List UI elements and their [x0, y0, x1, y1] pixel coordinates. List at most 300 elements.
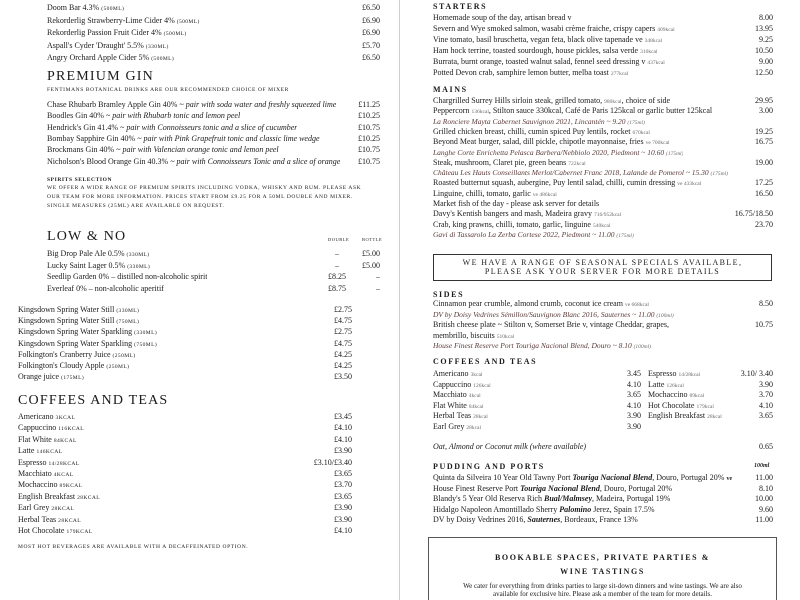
- gin-name: [47, 111, 240, 120]
- decaf-note: MOST HOT BEVERAGES ARE AVAILABLE WITH A DECAFFEINATED OPTION.: [18, 544, 249, 550]
- milk-price: 0.65: [759, 442, 773, 451]
- coffee-name: [18, 480, 82, 489]
- gin-label: Nicholson's Blood Orange Gin 40.3%: [47, 156, 169, 166]
- menu-row: [433, 57, 773, 66]
- menu-row: [47, 28, 380, 37]
- menu-row: [433, 442, 773, 451]
- coffee-price: 3.90: [759, 379, 773, 389]
- menu-row: [433, 310, 773, 319]
- coffee-price: 3.90: [627, 421, 641, 431]
- menu-row: [18, 526, 352, 535]
- soft-label: Folkington's Cranberry Juice: [18, 349, 111, 359]
- coffee-name: [648, 411, 722, 420]
- low-prices: [326, 284, 380, 293]
- coffee-label: Cappuccino: [433, 379, 472, 389]
- starter-kcal: 348kcal: [644, 37, 663, 44]
- soft-price: £2.75: [334, 327, 352, 337]
- coffee-price: 4.10: [759, 400, 773, 410]
- specials-line-2: PLEASE ASK YOUR SERVER FOR MORE DETAILS: [484, 267, 721, 276]
- bookable-line-2: WINE TASTINGS: [560, 567, 645, 576]
- menu-row: [47, 123, 380, 132]
- soft-label: Kingsdown Spring Water Sparkling: [18, 338, 133, 348]
- side-label: British cheese plate ~ Stilton v, Somerset Brie v, vintage Cheddar, grapes,: [433, 320, 670, 330]
- coffee-name: [648, 390, 704, 399]
- menu-row: [18, 339, 352, 348]
- starter-label: Vine tomato, basil bruschetta, vegan feta, black olive tapenade: [433, 34, 634, 44]
- main-label: Gavi di Tassarolo La Zerba Cortese 2022, Piedmont ~ 11.00: [433, 229, 615, 239]
- coffee-label: English Breakfast: [18, 491, 76, 501]
- low-label: Lucky Saint Lager 0.5%: [47, 260, 126, 270]
- cider-unit: (330ML): [145, 43, 169, 50]
- soft-unit: (250ML): [112, 352, 136, 359]
- starter-price: 8.00: [759, 13, 773, 22]
- wine-pairing: [433, 341, 651, 350]
- starters-heading: STARTERS: [433, 2, 488, 11]
- low-name: [47, 261, 150, 270]
- menu-row: [47, 157, 380, 166]
- coffee-label: Earl Grey: [433, 421, 465, 431]
- menu-row: [433, 369, 641, 378]
- gin-price: £10.75: [358, 145, 380, 155]
- port-label: House Finest Reserve Port: [433, 483, 519, 493]
- coffee-kcal: 3KCAL: [55, 415, 76, 421]
- coffee-kcal: 126kcal: [473, 382, 491, 389]
- starter-label: Potted Devon crab, samphire lemon butter, melba toast: [433, 67, 609, 77]
- gin-mixer: ~ pair with Connoisseurs tonic and a slice of cucumber: [119, 122, 298, 132]
- main-label: Roasted butternut squash, aubergine, Puy lentil salad, chilli, cumin dressing: [433, 178, 676, 188]
- gin-label: Bombay Sapphire Gin 40%: [47, 133, 136, 143]
- low-unit: (330ML): [127, 263, 151, 270]
- coffee-name: [433, 380, 491, 389]
- main-name: [433, 189, 557, 198]
- menu-row: [433, 473, 773, 482]
- menu-row: [18, 412, 352, 421]
- soft-label: Kingsdown Spring Water Still: [18, 305, 115, 314]
- gin-subtitle: FENTIMANS BOTANICAL DRINKS ARE OUR RECOMMENDED CHOICE OF MIXER: [47, 87, 289, 93]
- main-kcal: ve 486kcal: [532, 191, 557, 198]
- coffee-name: [433, 390, 481, 399]
- gin-name: [47, 100, 336, 109]
- cider-name: [47, 41, 169, 50]
- soft-label: Kingsdown Spring Water Still: [18, 316, 115, 326]
- coffee-label: Hot Chocolate: [648, 400, 695, 410]
- main-price: 17.25: [755, 178, 773, 188]
- cider-price: £5.70: [362, 40, 380, 50]
- menu-row: [18, 435, 352, 444]
- main-price: 23.70: [755, 219, 773, 229]
- gin-label: Brockmans Gin 40%: [47, 145, 115, 155]
- coffee-kcal: 179KCAL: [66, 529, 93, 535]
- coffee-label: Flat White: [433, 400, 467, 410]
- sides-heading: SIDES: [433, 290, 465, 299]
- cider-unit: (500ML): [176, 18, 200, 25]
- low-double: £8.25: [328, 272, 346, 281]
- gin-label: Boodles Gin 40%: [47, 111, 104, 121]
- gin-mixer: ~ pair with Pink Grapefruit tonic and classic lime wedge: [137, 133, 320, 143]
- coffee-label: English Breakfast: [648, 411, 706, 420]
- coffee-kcal: 84kcal: [468, 403, 484, 410]
- coffee-kcal: 126kcal: [666, 382, 684, 389]
- cider-name: [47, 28, 187, 37]
- low-name: [47, 284, 164, 293]
- soft-unit: (750ML): [134, 341, 158, 348]
- menu-row: [18, 327, 352, 336]
- side-kcal: 510kcal: [496, 333, 515, 340]
- low-name: [47, 272, 207, 281]
- soft-unit: (175ML): [61, 375, 85, 382]
- side-price: 8.50: [759, 299, 773, 308]
- side-name: [433, 331, 514, 340]
- side-kcal: (100ml): [656, 312, 674, 319]
- starter-label: Burrata, burnt orange, toasted walnut salad, fennel seed dressing: [433, 56, 640, 66]
- main-price: 19.25: [755, 126, 773, 136]
- coffee-name: [18, 412, 75, 421]
- coffee-label: Latte: [18, 446, 35, 456]
- coffee-kcal: 28KCAL: [51, 506, 75, 513]
- coffee-label: Americano: [433, 369, 469, 378]
- gin-price: £10.75: [358, 156, 380, 166]
- starter-price: 10.50: [755, 45, 773, 55]
- menu-row: [433, 117, 773, 126]
- coffee-name: [18, 526, 92, 535]
- bookable-text-2: available for exclusive hire. Please ask a member of the team for more details.: [492, 590, 713, 598]
- coffee-price: £3.90: [334, 514, 352, 524]
- side-name: [433, 299, 649, 308]
- soft-price: £4.25: [334, 349, 352, 359]
- main-tail: , choice of side: [621, 96, 671, 105]
- wine-pairing: [433, 230, 634, 239]
- coffee-label: Mochaccino: [18, 480, 58, 490]
- coffee-label: Hot Chocolate: [18, 526, 65, 535]
- menu-row: [433, 127, 773, 136]
- coffee-name: [433, 411, 488, 420]
- main-kcal: 136kcal: [471, 109, 489, 116]
- gin-name: [47, 145, 279, 154]
- main-kcal: 670kcal: [632, 129, 650, 136]
- starter-name: [433, 35, 662, 44]
- menu-row: [47, 111, 380, 120]
- coffee-price: £3.65: [334, 491, 352, 501]
- soft-price: £4.75: [334, 316, 352, 326]
- low-label: Big Drop Pale Ale 0.5%: [47, 249, 125, 258]
- coffee-price: 3.65: [627, 390, 641, 399]
- coffee-label: Latte: [648, 379, 665, 389]
- low-bottle: –: [376, 272, 380, 281]
- port-name: [433, 515, 638, 524]
- menu-row: [433, 68, 773, 77]
- port-origin: , Madeira, Portugal 19%: [592, 494, 671, 503]
- coffee-price: 3.90: [627, 411, 641, 420]
- starter-kcal: 277kcal: [610, 70, 629, 77]
- port-grape: Palomino: [559, 504, 592, 514]
- gin-mixer: ~ pair with Valencian orange tonic and lemon peel: [116, 145, 279, 155]
- low-bottle: £5.00: [362, 249, 380, 258]
- soft-label: Folkington's Cloudy Apple: [18, 361, 105, 370]
- wine-pairing: [433, 117, 645, 126]
- menu-row: [47, 145, 380, 154]
- main-kcal: (175ml): [710, 171, 728, 178]
- port-grape: Touriga Nacional Blend: [520, 483, 600, 493]
- coffee-kcal: 4kcal: [468, 393, 481, 399]
- main-kcal: 716/952kcal: [593, 212, 622, 219]
- starter-name: [433, 46, 657, 55]
- menu-row: [433, 137, 773, 146]
- milk-note: Oat, Almond or Coconut milk (where available): [433, 442, 587, 451]
- coffee-price: 3.65: [759, 411, 773, 420]
- menu-row: [648, 380, 773, 389]
- cider-label: Rekorderlig Passion Fruit Cider 4%: [47, 28, 162, 37]
- soft-unit: (250ML): [106, 364, 130, 370]
- coffee-kcal: 3kcal: [470, 372, 483, 378]
- main-label: La Ronciere Mayta Cabernet Sauvignon 2021, Lincantén ~ 9.20: [433, 116, 626, 126]
- menu-row: [18, 423, 352, 432]
- starter-price: 13.95: [755, 23, 773, 33]
- coffee-price: 4.10: [627, 400, 641, 410]
- menu-row: [47, 16, 380, 25]
- coffees-heading-left: COFFEES AND TEAS: [18, 393, 169, 408]
- cider-label: Aspall's Cyder 'Draught' 5.5%: [47, 40, 144, 50]
- main-kcal: (175ml): [616, 232, 634, 239]
- menu-row: [47, 53, 380, 62]
- soft-name: [18, 361, 129, 370]
- side-kcal: (100ml): [633, 344, 651, 351]
- main-name: [433, 199, 599, 208]
- soft-unit: (330ML): [134, 330, 158, 337]
- soft-price: £4.25: [334, 361, 352, 370]
- gin-mixer: ~ pair with Rhubarb tonic and lemon peel: [105, 111, 241, 121]
- menu-row: [433, 401, 641, 410]
- menu-row: [433, 220, 773, 229]
- pudding-heading: PUDDING AND PORTS: [433, 462, 545, 471]
- coffee-label: Herbal Teas: [18, 514, 57, 524]
- menu-row: [18, 503, 352, 512]
- gin-name: [47, 157, 340, 166]
- gin-name: [47, 123, 297, 132]
- menu-row: [433, 96, 773, 105]
- coffee-kcal: 14/28kcal: [678, 372, 701, 378]
- main-price: 3.00: [759, 106, 773, 116]
- starter-label: Ham hock terrine, toasted sourdough, house pickles, salsa verde: [433, 45, 639, 55]
- coffee-label: Cappuccino: [18, 423, 57, 433]
- coffee-name: [18, 515, 81, 524]
- coffee-price: 4.10: [627, 379, 641, 389]
- starter-kcal: 437kcal: [647, 59, 665, 66]
- port-tag: ve: [726, 476, 733, 482]
- low-and-no-heading: LOW & NO: [47, 229, 127, 244]
- double-column-header: DOUBLE: [328, 237, 350, 242]
- soft-name: [18, 339, 157, 348]
- coffee-label: Herbal Teas: [433, 411, 472, 420]
- low-row: [47, 261, 380, 270]
- spirits-text-1: WE OFFER A WIDE RANGE OF PREMIUM SPIRITS INCLUDING VODKA, WHISKY AND RUM. PLEASE ASK: [47, 185, 362, 191]
- menu-row: [18, 316, 352, 325]
- soft-unit: (330ML): [116, 308, 140, 314]
- main-name: [433, 158, 586, 167]
- main-price: 16.75: [755, 137, 773, 147]
- menu-row: [648, 401, 773, 410]
- main-label: Peppercorn: [433, 106, 470, 116]
- main-name: [433, 209, 621, 218]
- soft-name: [18, 305, 139, 314]
- soft-price: £3.50: [334, 372, 352, 382]
- spirits-text-2: OUR TEAM FOR MORE INFORMATION. PRICES START FROM £9.25 FOR A 50ML DOUBLE AND MIXER.: [47, 194, 353, 200]
- side-name: [433, 320, 669, 329]
- menu-row: [433, 46, 773, 55]
- coffee-price: £3.90: [334, 446, 352, 456]
- soft-label: Orange juice: [18, 372, 60, 382]
- low-double: –: [335, 260, 339, 270]
- coffee-name: [18, 469, 74, 478]
- menu-row: [433, 299, 773, 308]
- bookable-line-1: BOOKABLE SPACES, PRIVATE PARTIES &: [494, 553, 711, 562]
- low-double: –: [335, 249, 339, 258]
- coffee-price: £4.10: [334, 526, 352, 535]
- coffee-price: £3.70: [334, 480, 352, 490]
- coffee-name: [433, 422, 481, 431]
- main-label: Chargrilled Surrey Hills sirloin steak, grilled tomato,: [433, 96, 603, 105]
- starter-name: [433, 57, 665, 66]
- port-price: 11.00: [755, 515, 773, 524]
- coffee-price: £3.65: [334, 469, 352, 478]
- coffee-kcal: 28kcal: [473, 414, 488, 420]
- spirits-text-3: SINGLE MEASURES (25ML) ARE AVAILABLE ON REQUEST.: [47, 203, 225, 209]
- coffee-kcal: 116KCAL: [58, 426, 85, 433]
- starter-kcal: 409kcal: [657, 26, 675, 33]
- port-label: Quinta da Silveira 10 Year Old Tawny Port: [433, 473, 571, 482]
- cider-unit: (500ML): [151, 56, 175, 62]
- main-kcal: (175ml): [666, 150, 684, 157]
- menu-row: [433, 106, 773, 115]
- menu-row: [433, 484, 773, 493]
- menu-row: [47, 3, 380, 12]
- main-label: Steak, mushroom, Claret pie, green beans: [433, 157, 567, 167]
- menu-row: [18, 458, 352, 467]
- menu-row: [18, 480, 352, 489]
- low-row: [47, 284, 380, 293]
- port-origin: Jerez, Spain 17.5%: [591, 504, 655, 514]
- port-origin: , Bordeaux, France 13%: [560, 515, 638, 524]
- coffee-name: [18, 503, 74, 512]
- menu-row: [433, 199, 773, 208]
- coffee-name: [18, 446, 62, 455]
- coffee-price: 3.70: [759, 390, 773, 399]
- starter-tag: v: [567, 13, 572, 22]
- coffee-price: £4.10: [334, 434, 352, 444]
- menu-row: [433, 494, 773, 503]
- main-kcal: (175ml): [627, 119, 645, 126]
- menu-row: [433, 189, 773, 198]
- cider-name: [47, 16, 200, 25]
- coffee-label: Earl Grey: [18, 503, 50, 513]
- side-label: membrillo, biscuits: [433, 330, 495, 340]
- menu-row: [18, 372, 352, 381]
- cider-label: Angry Orchard Apple Cider 5%: [47, 53, 150, 62]
- port-price: 9.60: [759, 504, 773, 514]
- menu-row: [433, 505, 773, 514]
- menu-row: [433, 13, 773, 22]
- starter-tag: ve: [635, 34, 643, 44]
- main-kcal: 540kcal: [592, 222, 611, 229]
- menu-row: [433, 148, 773, 157]
- coffee-label: Espresso: [18, 457, 47, 467]
- port-price: 8.10: [759, 483, 773, 493]
- menu-row: [433, 515, 773, 524]
- coffee-label: Espresso: [648, 369, 677, 378]
- main-name: [433, 106, 712, 115]
- coffee-name: [433, 369, 482, 378]
- main-name: [433, 220, 610, 229]
- main-label: Linguine, chilli, tomato, garlic: [433, 188, 531, 198]
- starter-tag: v: [641, 56, 646, 66]
- menu-row: [47, 100, 380, 109]
- coffee-price: £3.45: [334, 412, 352, 421]
- coffee-kcal: 179kcal: [696, 403, 714, 410]
- soft-name: [18, 327, 157, 336]
- coffee-label: Americano: [18, 412, 54, 421]
- coffee-kcal: 4KCAL: [53, 472, 74, 478]
- gin-mixer: ~ pair with soda water and freshly squeezed lime: [179, 100, 337, 109]
- side-label: DV by Doisy Vedrines Sémillon/Sauvignon Blanc 2016, Sauternes ~ 11.00: [433, 309, 655, 319]
- menu-row: [433, 209, 773, 218]
- menu-row: [18, 492, 352, 501]
- low-unit: (330ML): [126, 252, 150, 258]
- port-label: Hidalgo Napoleon Amontillado Sherry: [433, 504, 558, 514]
- main-label: Crab, king prawns, chilli, tomato, garlic, linguine: [433, 219, 591, 229]
- mains-heading: MAINS: [433, 85, 468, 94]
- coffee-kcal: 28kcal: [466, 424, 481, 431]
- menu-row: [433, 411, 641, 420]
- port-label: Blandy's 5 Year Old Reserva Rich: [433, 494, 542, 503]
- menu-row: [433, 320, 773, 329]
- soft-name: [18, 350, 136, 359]
- bottle-column-header: BOTTLE: [362, 237, 383, 242]
- main-kcal: ve 433kcal: [677, 181, 702, 188]
- cider-label: Doom Bar 4.3%: [47, 3, 100, 12]
- coffee-label: Mochaccino: [648, 390, 688, 399]
- cider-unit: (500ML): [101, 6, 125, 12]
- starter-name: [433, 13, 572, 22]
- port-grape: Touriga Nacional Blend: [572, 473, 653, 482]
- gin-price: £10.25: [358, 111, 380, 121]
- wine-pairing: [433, 310, 674, 319]
- coffee-name: [648, 401, 714, 410]
- coffee-name: [18, 492, 100, 501]
- side-kcal: ve 668kcal: [624, 302, 649, 308]
- starter-label: Homemade soup of the day, artisan bread: [433, 13, 566, 22]
- coffee-name: [18, 423, 84, 432]
- menu-row: [18, 305, 352, 314]
- cider-unit: (500ML): [163, 31, 187, 37]
- wine-pairing: [433, 148, 683, 157]
- specials-line-1: WE HAVE A RANGE OF SEASONAL SPECIALS AVAILABLE,: [462, 258, 743, 267]
- soft-label: Kingsdown Spring Water Sparkling: [18, 327, 133, 337]
- starter-price: 9.25: [759, 34, 773, 44]
- gin-label: Hendrick's Gin 41.4%: [47, 122, 118, 132]
- spirits-title: SPIRITS SELECTION: [47, 177, 113, 183]
- specials-notice: [433, 254, 772, 281]
- side-price: 10.75: [755, 320, 773, 330]
- soft-name: [18, 316, 139, 325]
- cider-label: Rekorderlig Strawberry-Lime Cider 4%: [47, 15, 175, 25]
- menu-row: [433, 341, 773, 350]
- coffee-label: Flat White: [18, 434, 52, 444]
- coffee-kcal: 89KCAL: [59, 483, 83, 490]
- low-row: [47, 249, 380, 258]
- menu-row: [433, 158, 773, 167]
- soft-name: [18, 372, 84, 381]
- cider-price: £6.90: [362, 15, 380, 25]
- food-panel: [400, 0, 800, 600]
